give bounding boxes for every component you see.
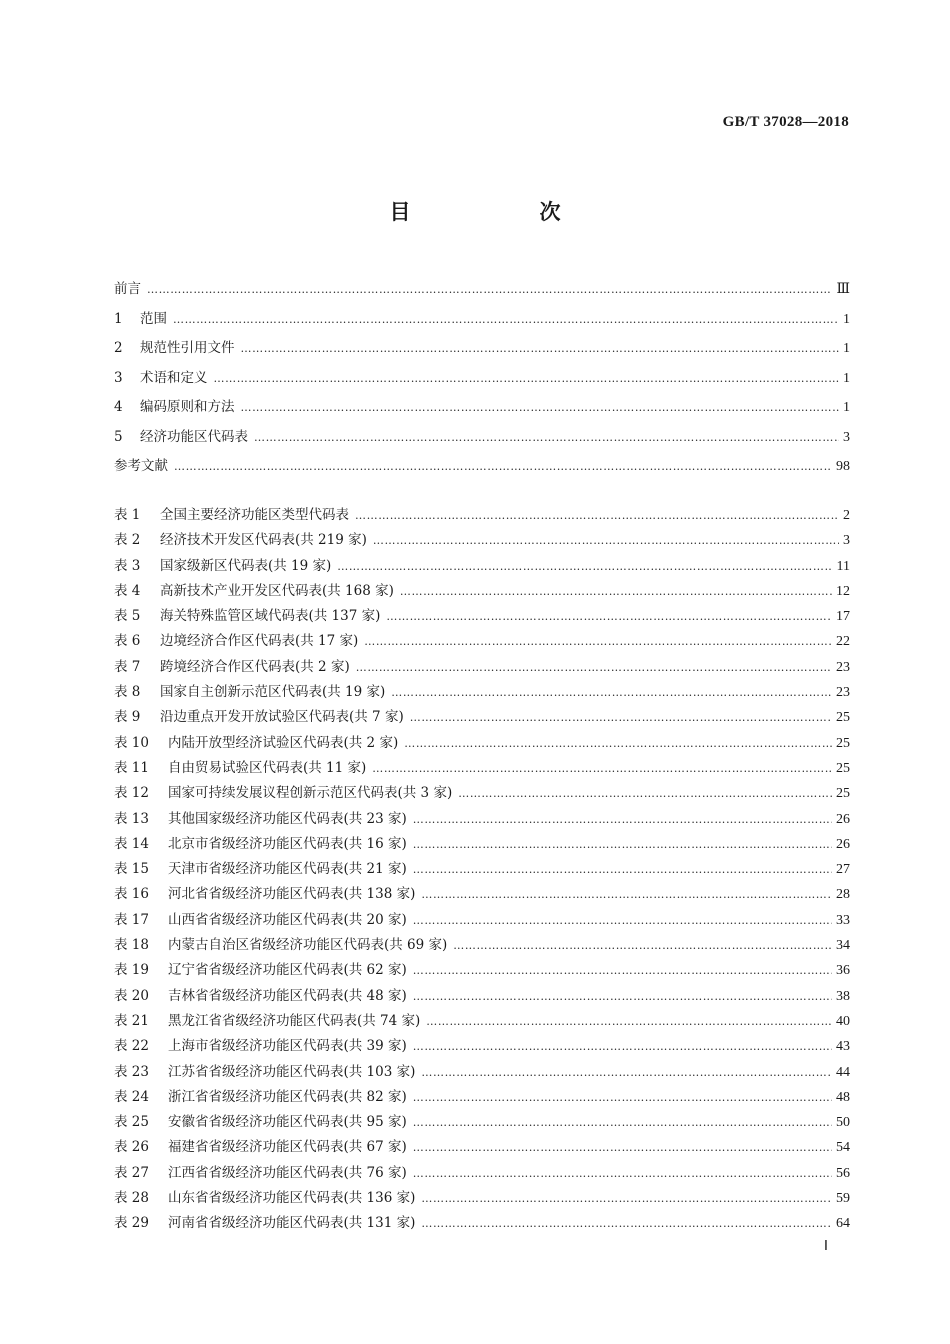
toc-table-label: 高新技术产业开发区代码表(共 168 家) — [160, 582, 394, 599]
toc-table-label: 上海市省级经济功能区代码表(共 39 家) — [168, 1038, 407, 1055]
toc-table-label: 安徽省省级经济功能区代码表(共 95 家) — [168, 1114, 407, 1131]
toc-leader-dots — [173, 313, 839, 326]
toc-leader-dots — [391, 686, 832, 699]
toc-table-entry[interactable] — [114, 781, 850, 806]
toc-table-label: 海关特殊监管区域代码表(共 137 家) — [160, 608, 381, 625]
toc-leader-dots — [421, 888, 832, 901]
toc-table-page: 3 — [843, 533, 850, 549]
toc-entry-number: 4 — [114, 399, 123, 415]
toc-table-number: 表 27 — [114, 1164, 149, 1181]
toc-table-page: 34 — [836, 938, 850, 954]
toc-table-number: 表 19 — [114, 962, 149, 979]
toc-table-label: 浙江省省级经济功能区代码表(共 82 家) — [168, 1088, 407, 1105]
toc-table-page: 17 — [836, 609, 850, 625]
toc-table-entry[interactable] — [114, 1186, 850, 1211]
toc-table-page: 12 — [836, 583, 850, 599]
toc-leader-dots — [421, 1217, 832, 1230]
toc-table-page: 23 — [836, 659, 850, 675]
page-title: 目 次 — [389, 200, 615, 224]
standard-code: GB/T 37028—2018 — [722, 114, 849, 130]
toc-entry-label: 规范性引用文件 — [140, 340, 235, 356]
toc-table-page: 59 — [836, 1191, 850, 1207]
toc-tables-list — [114, 503, 850, 1237]
toc-table-number: 表 17 — [114, 911, 149, 928]
toc-table-label: 跨境经济合作区代码表(共 2 家) — [160, 658, 350, 675]
toc-table-entry[interactable] — [114, 1110, 850, 1135]
toc-table-entry[interactable] — [114, 756, 850, 781]
toc-table-number: 表 9 — [114, 709, 141, 726]
toc-leader-dots — [373, 534, 839, 547]
toc-leader-dots — [241, 342, 840, 355]
toc-table-page: 25 — [836, 786, 850, 802]
toc-table-entry[interactable] — [114, 882, 850, 907]
toc-table-entry[interactable] — [114, 984, 850, 1009]
toc-table-page: 48 — [836, 1089, 850, 1105]
toc-table-number: 表 13 — [114, 810, 149, 827]
toc-table-label: 河南省省级经济功能区代码表(共 131 家) — [168, 1215, 416, 1232]
toc-entry-label: 参考文献 — [114, 458, 168, 474]
toc-table-entry[interactable] — [114, 857, 850, 882]
toc-table-label: 边境经济合作区代码表(共 17 家) — [160, 633, 359, 650]
toc-main-list — [114, 277, 850, 484]
toc-leader-dots — [386, 610, 832, 623]
toc-leader-dots — [356, 661, 832, 674]
toc-leader-dots — [147, 283, 832, 296]
toc-table-number: 表 16 — [114, 886, 149, 903]
toc-table-page: 25 — [836, 760, 850, 776]
toc-table-entry[interactable] — [114, 554, 850, 579]
toc-leader-dots — [241, 401, 840, 414]
toc-table-page: 23 — [836, 685, 850, 701]
toc-table-number: 表 6 — [114, 633, 141, 650]
toc-leader-dots — [426, 1015, 832, 1028]
toc-entry-number: 5 — [114, 428, 123, 445]
toc-table-label: 内蒙古自治区省级经济功能区代码表(共 69 家) — [168, 937, 448, 954]
toc-table-number: 表 5 — [114, 608, 141, 625]
toc-leader-dots — [364, 635, 832, 648]
toc-table-page: 64 — [836, 1216, 850, 1232]
toc-table-number: 表 15 — [114, 861, 149, 878]
toc-table-number: 表 12 — [114, 785, 149, 802]
toc-table-label: 江西省省级经济功能区代码表(共 76 家) — [168, 1164, 407, 1181]
toc-table-page: 25 — [836, 710, 850, 726]
toc-table-page: 54 — [836, 1140, 850, 1156]
toc-table-label: 其他国家级经济功能区代码表(共 23 家) — [168, 810, 407, 827]
toc-entry[interactable] — [114, 425, 850, 455]
toc-entry-page: 3 — [843, 429, 850, 445]
toc-table-page: 11 — [836, 558, 850, 574]
toc-leader-dots — [413, 1167, 832, 1180]
toc-leader-dots — [413, 990, 832, 1003]
toc-table-label: 吉林省省级经济功能区代码表(共 48 家) — [168, 987, 407, 1004]
toc-leader-dots — [404, 737, 832, 750]
toc-table-label: 国家可持续发展议程创新示范区代码表(共 3 家) — [168, 785, 453, 802]
toc-table-entry[interactable] — [114, 1060, 850, 1085]
toc-entry[interactable] — [114, 307, 850, 337]
toc-entry[interactable] — [114, 454, 850, 484]
toc-table-number: 表 1 — [114, 507, 141, 523]
toc-table-number: 表 23 — [114, 1063, 149, 1080]
toc-table-label: 全国主要经济功能区类型代码表 — [160, 507, 349, 523]
toc-table-number: 表 24 — [114, 1088, 149, 1105]
toc-table-entry[interactable] — [114, 655, 850, 680]
toc-leader-dots — [421, 1066, 832, 1079]
toc-table-page: 25 — [836, 735, 850, 751]
toc-entry-page: 1 — [843, 341, 850, 356]
toc-entry-label: 编码原则和方法 — [140, 399, 235, 415]
toc-table-page: 50 — [836, 1115, 850, 1131]
toc-table-number: 表 26 — [114, 1139, 149, 1156]
toc-table-entry[interactable] — [114, 503, 850, 528]
toc-table-entry[interactable] — [114, 1009, 850, 1034]
toc-entry-page: 98 — [836, 459, 850, 474]
toc-table-label: 自由贸易试验区代码表(共 11 家) — [168, 759, 367, 776]
toc-table-number: 表 3 — [114, 557, 141, 574]
toc-table-entry[interactable] — [114, 908, 850, 933]
toc-table-entry[interactable] — [114, 958, 850, 983]
toc-table-page: 22 — [836, 634, 850, 650]
toc-table-number: 表 2 — [114, 532, 141, 549]
toc-entry-label: 术语和定义 — [140, 369, 208, 386]
toc-table-number: 表 7 — [114, 658, 141, 675]
toc-table-page: 56 — [836, 1165, 850, 1181]
toc-entry-number: 2 — [114, 340, 123, 356]
toc-table-entry[interactable] — [114, 832, 850, 857]
toc-leader-dots — [355, 509, 839, 522]
toc-table-number: 表 8 — [114, 684, 141, 701]
toc-table-label: 经济技术开发区代码表(共 219 家) — [160, 532, 367, 549]
toc-table-page: 43 — [836, 1039, 850, 1055]
toc-leader-dots — [214, 372, 840, 385]
toc-table-label: 国家级新区代码表(共 19 家) — [160, 557, 332, 574]
toc-leader-dots — [413, 1040, 832, 1053]
toc-entry-label: 前言 — [114, 281, 141, 297]
toc-table-entry[interactable] — [114, 579, 850, 604]
toc-entry[interactable] — [114, 366, 850, 396]
toc-table-label: 内陆开放型经济试验区代码表(共 2 家) — [168, 734, 399, 751]
toc-table-entry[interactable] — [114, 1211, 850, 1236]
toc-entry-number: 1 — [114, 310, 123, 327]
toc-entry-page: Ⅲ — [836, 282, 850, 297]
toc-entry-page: 1 — [843, 400, 850, 415]
toc-table-label: 山西省省级经济功能区代码表(共 20 家) — [168, 911, 407, 928]
toc-entry[interactable] — [114, 277, 850, 307]
toc-table-number: 表 21 — [114, 1012, 149, 1029]
toc-table-entry[interactable] — [114, 1161, 850, 1186]
toc-table-entry[interactable] — [114, 933, 850, 958]
toc-leader-dots — [458, 787, 832, 800]
toc-table-entry[interactable] — [114, 705, 850, 730]
toc-table-label: 河北省省级经济功能区代码表(共 138 家) — [168, 886, 416, 903]
toc-leader-dots — [174, 460, 832, 473]
toc-table-entry[interactable] — [114, 629, 850, 654]
toc-entry[interactable] — [114, 395, 850, 425]
toc-leader-dots — [400, 585, 832, 598]
toc-table-number: 表 29 — [114, 1215, 149, 1232]
page-number: Ⅰ — [823, 1239, 828, 1254]
toc-table-page: 36 — [836, 963, 850, 979]
toc-leader-dots — [413, 964, 832, 977]
toc-table-label: 北京市省级经济功能区代码表(共 16 家) — [168, 835, 407, 852]
toc-table-page: 28 — [836, 887, 850, 903]
toc-leader-dots — [413, 1116, 832, 1129]
toc-table-entry[interactable] — [114, 528, 850, 553]
toc-table-label: 天津市省级经济功能区代码表(共 21 家) — [168, 861, 407, 878]
toc-table-label: 沿边重点开发开放试验区代码表(共 7 家) — [160, 709, 404, 726]
toc-table-page: 2 — [843, 508, 850, 523]
toc-entry-label: 经济功能区代码表 — [140, 428, 248, 445]
toc-table-number: 表 18 — [114, 937, 149, 954]
toc-entry-page: 1 — [843, 311, 850, 327]
toc-leader-dots — [413, 813, 832, 826]
toc-table-number: 表 22 — [114, 1038, 149, 1055]
toc-table-label: 江苏省省级经济功能区代码表(共 103 家) — [168, 1063, 416, 1080]
toc-table-entry[interactable] — [114, 680, 850, 705]
toc-table-page: 27 — [836, 862, 850, 878]
toc-table-entry[interactable] — [114, 807, 850, 832]
toc-leader-dots — [453, 939, 832, 952]
toc-leader-dots — [413, 838, 832, 851]
toc-table-page: 26 — [836, 836, 850, 852]
toc-table-entry[interactable] — [114, 1034, 850, 1059]
toc-table-page: 38 — [836, 988, 850, 1004]
toc-leader-dots — [372, 762, 832, 775]
toc-leader-dots — [410, 711, 832, 724]
toc-leader-dots — [254, 431, 839, 444]
toc-table-entry[interactable] — [114, 604, 850, 629]
toc-table-label: 福建省省级经济功能区代码表(共 67 家) — [168, 1139, 407, 1156]
toc-table-page: 44 — [836, 1064, 850, 1080]
toc-table-number: 表 4 — [114, 582, 141, 599]
toc-table-number: 表 14 — [114, 835, 149, 852]
toc-table-entry[interactable] — [114, 1135, 850, 1160]
toc-table-number: 表 20 — [114, 987, 149, 1004]
toc-leader-dots — [413, 863, 832, 876]
toc-leader-dots — [421, 1192, 832, 1205]
toc-table-page: 26 — [836, 811, 850, 827]
toc-table-number: 表 25 — [114, 1114, 149, 1131]
toc-table-page: 33 — [836, 912, 850, 928]
toc-entry[interactable] — [114, 336, 850, 366]
toc-table-label: 黑龙江省省级经济功能区代码表(共 74 家) — [168, 1012, 421, 1029]
toc-leader-dots — [413, 914, 832, 927]
toc-leader-dots — [337, 560, 832, 573]
toc-table-entry[interactable] — [114, 731, 850, 756]
toc-entry-page: 1 — [843, 370, 850, 386]
toc-table-label: 辽宁省省级经济功能区代码表(共 62 家) — [168, 962, 407, 979]
toc-table-number: 表 11 — [114, 759, 149, 776]
toc-leader-dots — [413, 1091, 832, 1104]
toc-table-entry[interactable] — [114, 1085, 850, 1110]
toc-entry-number: 3 — [114, 369, 123, 386]
toc-entry-label: 范围 — [140, 310, 167, 327]
toc-table-number: 表 10 — [114, 734, 149, 751]
toc-table-page: 40 — [836, 1013, 850, 1029]
toc-table-label: 国家自主创新示范区代码表(共 19 家) — [160, 684, 386, 701]
toc-leader-dots — [413, 1141, 832, 1154]
toc-table-label: 山东省省级经济功能区代码表(共 136 家) — [168, 1190, 416, 1207]
toc-table-number: 表 28 — [114, 1190, 149, 1207]
